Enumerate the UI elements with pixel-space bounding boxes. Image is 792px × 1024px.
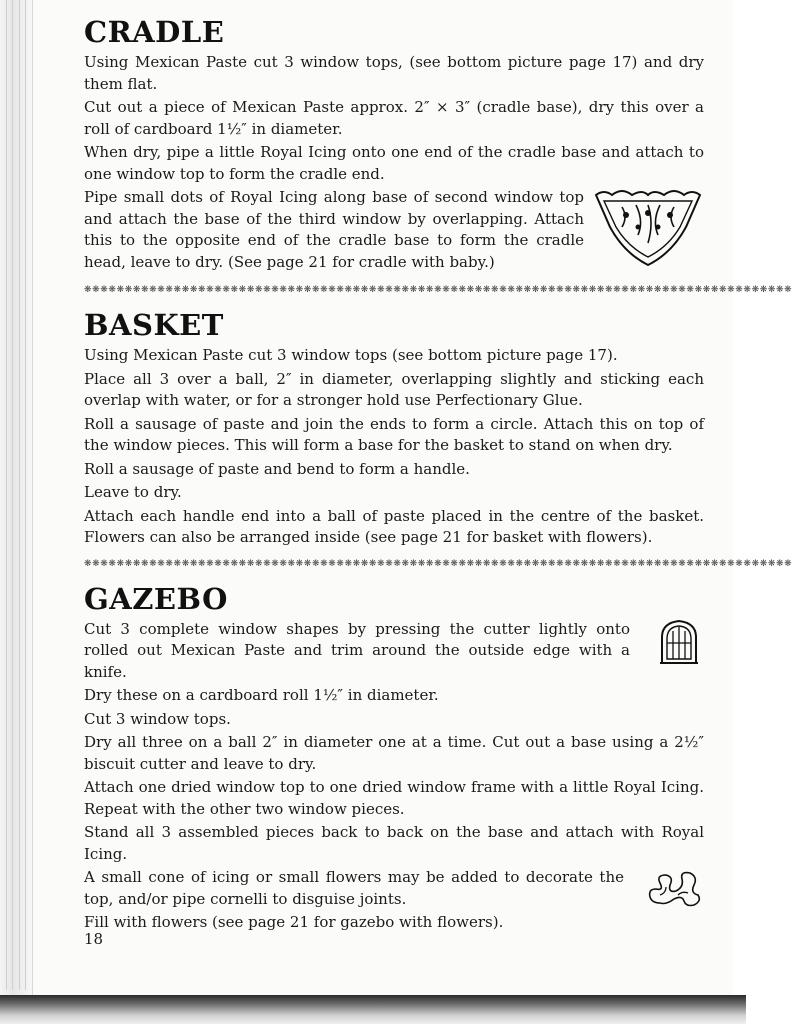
basket-paragraph: Attach each handle end into a ball of paste placed in the centre of the basket. Flowers can also be arranged inside (see page 21 for basket with flowers).: [84, 506, 704, 546]
cornelli-icon: [644, 867, 704, 911]
cradle-paragraph: Using Mexican Paste cut 3 window tops, (see bottom picture page 17) and dry them flat.: [84, 53, 704, 93]
cradle-title: CRADLE: [84, 15, 225, 49]
page-bottom-shadow: [0, 995, 746, 1024]
basket-title: BASKET: [84, 308, 224, 342]
section-divider: ❋❋❋❋❋❋❋❋❋❋❋❋❋❋❋❋❋❋❋❋❋❋❋❋❋❋❋❋❋❋❋❋❋❋❋❋❋❋❋❋❋❋❋❋❋❋❋❋❋❋❋❋❋❋❋❋❋❋❋❋❋❋❋❋❋❋❋❋❋❋❋❋❋❋❋❋❋❋❋❋❋❋❋❋❋❋❋: [84, 285, 792, 295]
basket-paragraph: Place all 3 over a ball, 2″ in diameter, overlapping slightly and sticking each overlap with water, or for a stronger hold use Perfectionary Glue.: [84, 369, 704, 409]
book-binding: [0, 0, 32, 1024]
cradle-paragraph: Cut out a piece of Mexican Paste approx. 2″ × 3″ (cradle base), dry this over a roll of cardboard 1½″ in diameter.: [84, 98, 704, 138]
gazebo-paragraph: Cut 3 window tops.: [84, 709, 231, 728]
page-content: [84, 12, 792, 936]
gazebo-paragraph: A small cone of icing or small flowers may be added to decorate the top, and/or pipe cornelli to disguise joints.: [84, 868, 624, 908]
cradle-paragraph: When dry, pipe a little Royal Icing onto one end of the cradle base and attach to one window top to form the cradle end.: [84, 143, 704, 183]
gazebo-paragraph: Fill with flowers (see page 21 for gazebo with flowers).: [84, 913, 504, 931]
gazebo-paragraph: Dry all three on a ball 2″ in diameter one at a time. Cut out a base using a 2½″ biscuit cutter and leave to dry.: [84, 733, 704, 773]
cradle-window-top-icon: [592, 187, 704, 267]
gazebo-paragraph: Attach one dried window top to one dried window frame with a little Royal Icing. Repeat with the other two window pieces.: [84, 778, 704, 818]
gazebo-paragraph: Stand all 3 assembled pieces back to back on the base and attach with Royal Icing.: [84, 823, 704, 863]
gazebo-window-icon: [654, 619, 704, 665]
basket-paragraph: Roll a sausage of paste and bend to form a handle.: [84, 459, 470, 478]
cradle-paragraph: Pipe small dots of Royal Icing along base of second window top and attach the base of the third window by overlapping. Attach this to the opposite end of the cradle base to form the cradle head, leave to dry. (See page 21 for cradle with baby.): [84, 188, 584, 271]
gazebo-title: GAZEBO: [84, 581, 228, 616]
page-number: 18: [84, 930, 104, 948]
section-divider: ❋❋❋❋❋❋❋❋❋❋❋❋❋❋❋❋❋❋❋❋❋❋❋❋❋❋❋❋❋❋❋❋❋❋❋❋❋❋❋❋❋❋❋❋❋❋❋❋❋❋❋❋❋❋❋❋❋❋❋❋❋❋❋❋❋❋❋❋❋❋❋❋❋❋❋❋❋❋❋❋❋❋❋❋❋❋❋: [84, 558, 792, 569]
basket-paragraph: Roll a sausage of paste and join the ends to form a circle. Attach this on top of the window pieces. This will form a base for the basket to stand on when dry.: [84, 414, 704, 454]
basket-paragraph: Using Mexican Paste cut 3 window tops (see bottom picture page 17).: [84, 346, 618, 364]
gazebo-paragraph: Cut 3 complete window shapes by pressing the cutter lightly onto rolled out Mexican Paste and trim around the outside edge with a knife.: [84, 619, 630, 681]
basket-paragraph: Leave to dry.: [84, 483, 182, 501]
gazebo-paragraph: Dry these on a cardboard roll 1½″ in diameter.: [84, 686, 439, 704]
